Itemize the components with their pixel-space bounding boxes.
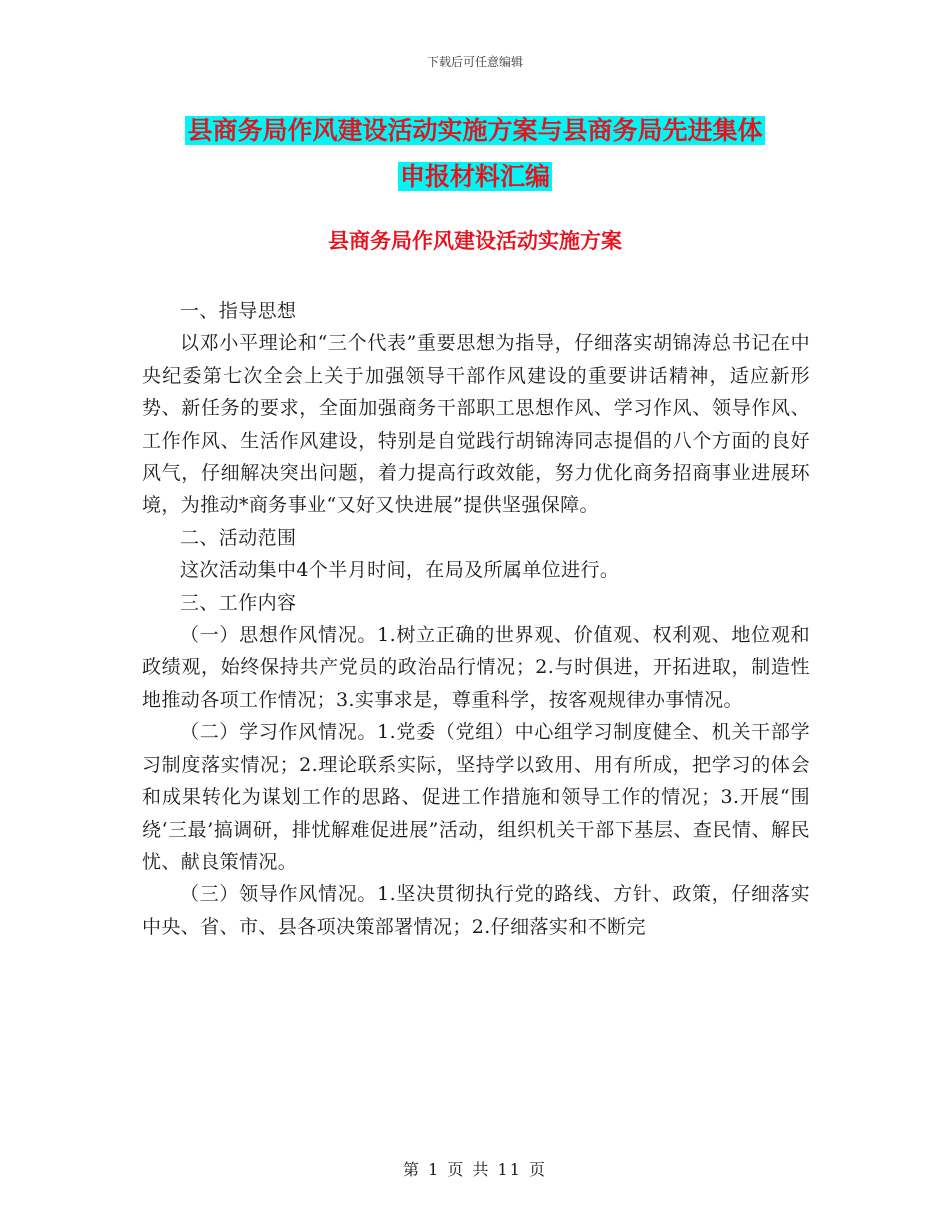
page-number: 第 1 页 共 11 页 [403, 1160, 547, 1179]
section-title: 县商务局作风建设活动实施方案 [328, 229, 622, 253]
heading-activity-scope: 二、活动范围 [180, 526, 297, 549]
paragraph: 这次活动集中4个半月时间，在局及所属单位进行。 [180, 559, 620, 582]
document-body [142, 295, 810, 943]
heading-work-content: 三、工作内容 [180, 591, 297, 614]
paragraph: 以邓小平理论和“三个代表”重要思想为指导，仔细落实胡锦涛总书记在中央纪委第七次全会上关于加强领导干部作风建设的重要讲话精神，适应新形势、新任务的要求，全面加强商务干部职工思想作风、学习作风、领导作风、工作作风、生活作风建设，特别是自觉践行胡锦涛同志提倡的八个方面的良好风气，仔细解决突出问题，着力提高行政效能，努力优化商务招商事业进展环境，为推动*商务事业“又好又快进展”提供坚强保障。 [142, 332, 810, 517]
paragraph: （一）思想作风情况。1.树立正确的世界观、价值观、权利观、地位观和政绩观，始终保持共产党员的政治品行情况；2.与时俱进，开拓进取，制造性地推动各项工作情况；3.实事求是，尊重科学，按客观规律办事情况。 [142, 624, 810, 711]
title-line-2: 申报材料汇编 [399, 162, 550, 191]
heading-guiding-ideology: 一、指导思想 [180, 300, 297, 322]
paragraph: （二）学习作风情况。1.党委（党组）中心组学习制度健全、机关干部学习制度落实情况；2.理论联系实际，坚持学以致用、用有所成，把学习的体会和成果转化为谋划工作的思路、促进工作措施和领导工作的情况；3.开展“围绕‘三最’搞调研，排忧解难促进展”活动，组织机关干部下基层、查民情、解民忧、献良策情况。 [142, 721, 810, 873]
paragraph: （三）领导作风情况。1.坚决贯彻执行党的路线、方针、政策，仔细落实中央、省、市、县各项决策部署情况；2.仔细落实和不断完 [142, 883, 810, 938]
document-title [0, 108, 950, 200]
title-line-1: 县商务局作风建设活动实施方案与县商务局先进集体 [187, 116, 763, 145]
page-header-note: 下载后可任意编辑 [426, 55, 523, 69]
